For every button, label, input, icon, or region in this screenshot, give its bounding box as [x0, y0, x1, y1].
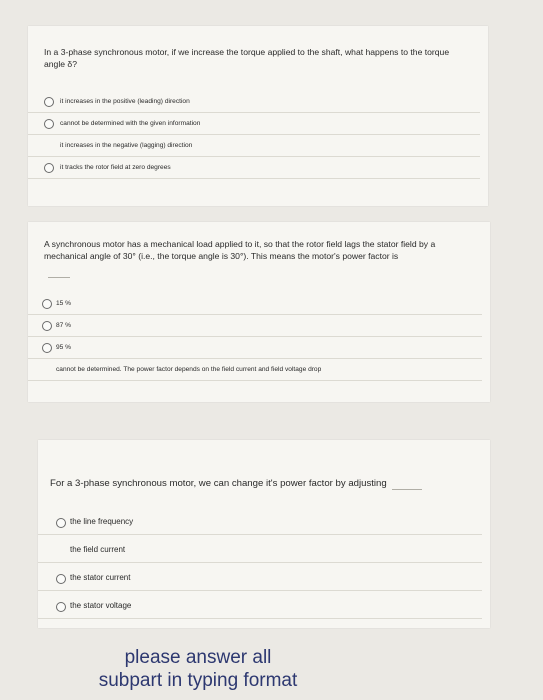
- question-3-option-4[interactable]: [38, 596, 482, 619]
- radio-button[interactable]: [42, 321, 52, 331]
- option-label: 95 %: [56, 344, 72, 351]
- option-label: the stator voltage: [70, 601, 132, 610]
- question-1-option-1[interactable]: [28, 92, 480, 113]
- answer-blank: [48, 277, 70, 278]
- answer-blank: [392, 489, 422, 490]
- question-1-option-3[interactable]: [28, 136, 480, 157]
- radio-button[interactable]: [56, 574, 66, 584]
- question-card-1: [28, 26, 488, 206]
- question-2-option-2[interactable]: [28, 316, 482, 337]
- question-3-option-1[interactable]: [38, 512, 482, 535]
- radio-button[interactable]: [44, 163, 54, 173]
- question-2-option-3[interactable]: [28, 338, 482, 359]
- question-2-option-4[interactable]: [28, 360, 482, 381]
- question-card-3: [38, 440, 490, 628]
- option-label: cannot be determined with the given information: [60, 120, 201, 127]
- option-label: cannot be determined. The power factor depends on the field current and field voltage drop: [56, 366, 322, 373]
- option-label: the line frequency: [70, 517, 134, 526]
- request-note: [48, 646, 348, 692]
- option-label: 15 %: [56, 300, 72, 307]
- option-label: the field current: [70, 545, 126, 554]
- radio-button[interactable]: [44, 97, 54, 107]
- radio-button[interactable]: [42, 343, 52, 353]
- radio-button[interactable]: [42, 299, 52, 309]
- question-3-option-3[interactable]: [38, 568, 482, 591]
- radio-button[interactable]: [56, 602, 66, 612]
- option-label: 87 %: [56, 322, 72, 329]
- request-note-line-2: subpart in typing format: [98, 670, 298, 691]
- radio-button[interactable]: [56, 518, 66, 528]
- option-label: it increases in the negative (lagging) direction: [60, 142, 193, 149]
- option-label: the stator current: [70, 573, 131, 582]
- question-card-2: [28, 222, 490, 402]
- question-1-option-2[interactable]: [28, 114, 480, 135]
- question-1-text: In a 3-phase synchronous motor, if we increase the torque applied to the shaft, what happens to the torque angle δ?: [44, 47, 450, 69]
- option-label: it tracks the rotor field at zero degrees: [60, 164, 171, 171]
- question-2-text: A synchronous motor has a mechanical load applied to it, so that the rotor field lags the stator field by a mechanical angle of 30° (i.e., the torque angle is 30°). This means the motor's power factor is: [44, 239, 436, 261]
- radio-button[interactable]: [44, 119, 54, 129]
- option-label: it increases in the positive (leading) direction: [60, 98, 190, 105]
- question-1-option-4[interactable]: [28, 158, 480, 179]
- question-2-option-1[interactable]: [28, 294, 482, 315]
- request-note-line-1: please answer all: [124, 647, 272, 668]
- question-3-option-2[interactable]: [38, 540, 482, 563]
- question-3-text: For a 3-phase synchronous motor, we can change it's power factor by adjusting: [50, 478, 387, 489]
